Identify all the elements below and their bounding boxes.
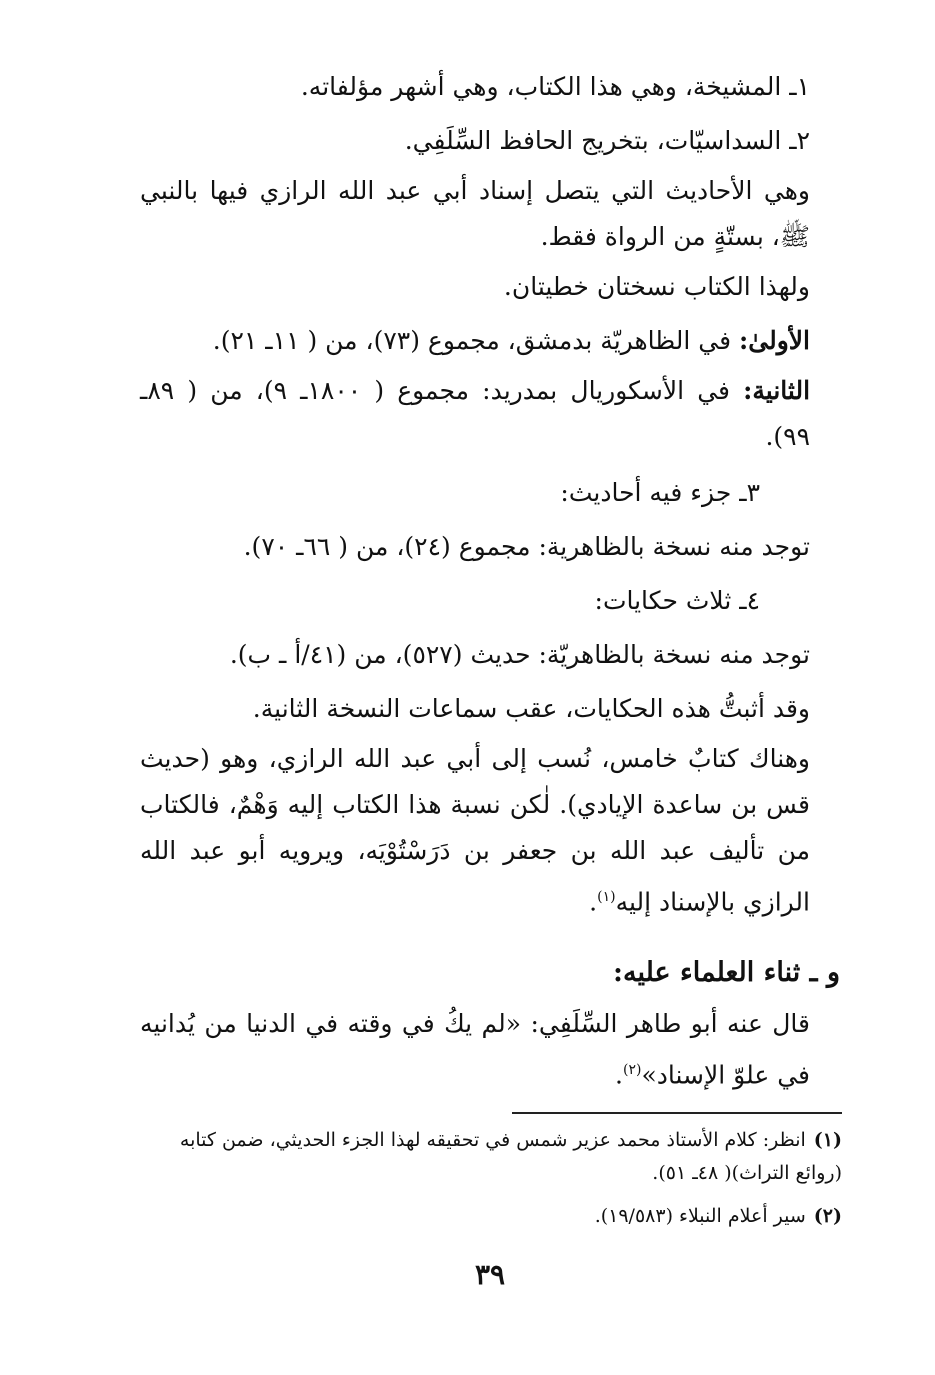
- praise-end: .: [615, 1060, 623, 1090]
- second-copy-text: في الأسكوريال بمدريد: مجموع ( ١٨٠٠ـ ٩)، من ( ٨٩ـ ٩٩).: [140, 376, 810, 451]
- list-item-3: ٣ـ جزء فيه أحاديث:: [560, 478, 760, 507]
- section-heading: و ـ ثناء العلماء عليه:: [613, 957, 840, 989]
- footnote-divider: [512, 1112, 842, 1114]
- footnote-1: [150, 1124, 842, 1190]
- first-copy-label: الأولىٰ:: [739, 326, 810, 355]
- first-copy-text: في الظاهريّة بدمشق، مجموع (٧٣)، من ( ١١ـ ٢١).: [212, 326, 732, 355]
- footnotes: [150, 1124, 842, 1243]
- footnote-ref-1: (١): [597, 889, 616, 905]
- fifth-book-paragraph: [140, 736, 840, 925]
- footnote-number: (١): [813, 1129, 842, 1151]
- description-paragraph: وهي الأحاديث التي يتصل إسناد أبي عبد الله الرازي فيها بالنبي ﷺ، بستّةٍ من الرواة فقط.: [140, 176, 810, 251]
- second-copy-label: الثانية:: [743, 376, 811, 405]
- praise-paragraph: [140, 1001, 840, 1098]
- second-copy: [140, 368, 840, 460]
- list-item-2: ٢ـ السداسيّات، بتخريج الحافظ السِّلَفِي.: [404, 126, 810, 155]
- list-item-1: ١ـ المشيخة، وهي هذا الكتاب، وهي أشهر مؤلفاته.: [300, 72, 810, 101]
- list-item-3-text: توجد منه نسخة بالظاهرية: مجموع (٢٤)، من ( ٦٦ـ ٧٠).: [243, 532, 810, 561]
- footnote-number: (٢): [813, 1205, 842, 1227]
- first-copy: [140, 314, 840, 368]
- fifth-book-text: وهناك كتابٌ خامس، نُسب إلى أبي عبد الله الرازي، وهو (حديث قس بن ساعدة الإيادي). لٰكن نسبة هذا الكتاب إليه وَهْمٌ، فالكتاب من تأليف عبد الله بن جعفر بن دَرَسْتُوْيَه، ويرويه أبو عبد الله الرازي بالإسناد إليه: [140, 744, 810, 917]
- footnote-ref-2: (٢): [623, 1062, 642, 1079]
- fifth-book-end: .: [589, 887, 598, 917]
- list-item-4-note: وقد أثبتُّ هذه الحكايات، عقب سماعات النسخة الثانية.: [252, 694, 810, 723]
- footnote-text: انظر: كلام الأستاذ محمد عزير شمس في تحقيقه لهذا الجزء الحديثي، ضمن كتابه (روائع التراث)( ٤٨ـ ٥١).: [179, 1129, 842, 1184]
- footnote-text: سير أعلام النبلاء (١٩/٥٨٣).: [594, 1205, 806, 1227]
- footnote-2: [150, 1200, 842, 1233]
- page-body: [140, 60, 840, 1099]
- praise-text: قال عنه أبو طاهر السِّلَفِي: «لم يكُ في وقته في الدنيا من يُدانيه في علوّ الإسناد»: [140, 1009, 810, 1090]
- list-item-4: ٤ـ ثلاث حكايات:: [594, 586, 760, 615]
- manuscripts-note: ولهذا الكتاب نسختان خطيتان.: [503, 272, 810, 301]
- list-item-4-text: توجد منه نسخة بالظاهريّة: حديث (٥٢٧)، من (٤١/أ ـ ب).: [229, 640, 810, 669]
- page-number: ٣٩: [474, 1258, 506, 1291]
